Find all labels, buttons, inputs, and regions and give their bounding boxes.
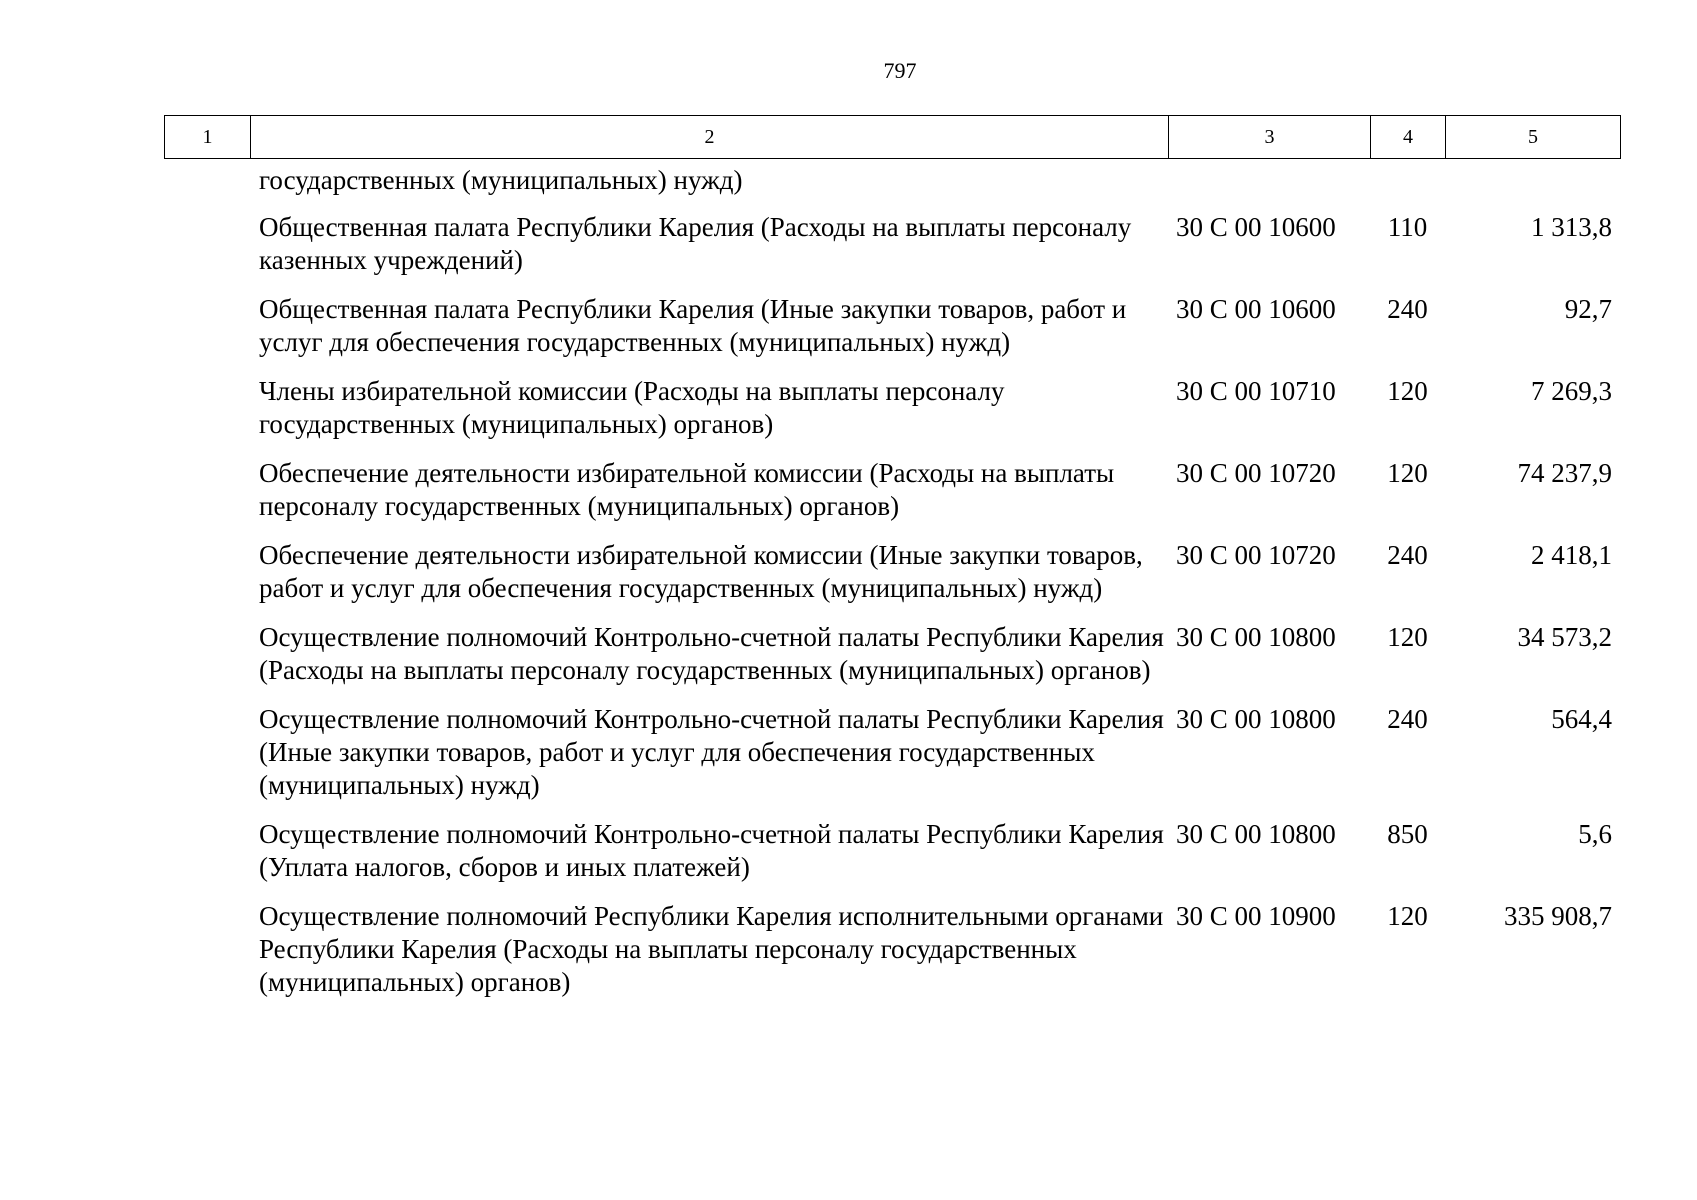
- row-name: Осуществление полномочий Республики Карелия исполнительными органами Республики Карелия (Расходы на выплаты персоналу государственных (муниципальных) органов): [259, 901, 1164, 997]
- table-row: [164, 293, 1620, 359]
- row-type: 110: [1387, 212, 1428, 242]
- table-row: [164, 457, 1620, 523]
- row-name: Осуществление полномочий Контрольно-счетной палаты Республики Карелия (Уплата налогов, сборов и иных платежей): [259, 819, 1164, 882]
- row-type: 240: [1387, 704, 1428, 734]
- row-code: 30 С 00 10600: [1176, 212, 1336, 242]
- table-row: [164, 375, 1620, 441]
- row-code: 30 С 00 10720: [1176, 540, 1336, 570]
- row-amount: 92,7: [1564, 294, 1612, 324]
- table-row: [164, 621, 1620, 687]
- column-number-header: [164, 115, 1621, 159]
- table-row: [164, 818, 1620, 884]
- row-name: государственных (муниципальных) нужд): [259, 165, 743, 195]
- row-number-cell: [164, 900, 250, 999]
- row-amount: 1 313,8: [1531, 212, 1612, 242]
- header-cell-2: 2: [251, 116, 1169, 159]
- row-name: Осуществление полномочий Контрольно-счетной палаты Республики Карелия (Иные закупки товаров, работ и услуг для обеспечения государственных (муниципальных) нужд): [259, 704, 1164, 800]
- row-code: 30 С 00 10800: [1176, 819, 1336, 849]
- row-name: Осуществление полномочий Контрольно-счетной палаты Республики Карелия (Расходы на выплаты персоналу государственных (муниципальных) органов): [259, 622, 1164, 685]
- row-name: Обеспечение деятельности избирательной комиссии (Иные закупки товаров, работ и услуг для обеспечения государственных (муниципальных) нужд): [259, 540, 1143, 603]
- row-amount: 5,6: [1578, 819, 1612, 849]
- row-code: [1168, 164, 1370, 197]
- header-cell-4: 4: [1371, 116, 1446, 159]
- row-amount: 7 269,3: [1531, 376, 1612, 406]
- row-amount: 564,4: [1551, 704, 1612, 734]
- table-row: [164, 900, 1620, 999]
- row-code: 30 С 00 10720: [1176, 458, 1336, 488]
- row-number-cell: [164, 539, 250, 605]
- row-type: 120: [1387, 901, 1428, 931]
- row-number-cell: [164, 293, 250, 359]
- table-row: [164, 539, 1620, 605]
- row-type: 240: [1387, 540, 1428, 570]
- row-amount: [1445, 164, 1620, 197]
- row-number-cell: [164, 457, 250, 523]
- row-type: 240: [1387, 294, 1428, 324]
- row-amount: 2 418,1: [1531, 540, 1612, 570]
- row-name: Обеспечение деятельности избирательной комиссии (Расходы на выплаты персоналу государственных (муниципальных) органов): [259, 458, 1115, 521]
- expenditure-table-body: [164, 164, 1620, 1015]
- row-type: 120: [1387, 622, 1428, 652]
- page-number: 797: [883, 58, 917, 83]
- row-code: 30 С 00 10710: [1176, 376, 1336, 406]
- row-number-cell: [164, 818, 250, 884]
- row-code: 30 С 00 10900: [1176, 901, 1336, 931]
- table-row: [164, 164, 1620, 197]
- row-amount: 34 573,2: [1517, 622, 1612, 652]
- header-cell-3: 3: [1169, 116, 1371, 159]
- row-number-cell: [164, 621, 250, 687]
- row-name: Члены избирательной комиссии (Расходы на выплаты персоналу государственных (муниципальных) органов): [259, 376, 1005, 439]
- table-row: [164, 211, 1620, 277]
- row-number-cell: [164, 164, 250, 197]
- row-amount: 74 237,9: [1517, 458, 1612, 488]
- row-type: 120: [1387, 376, 1428, 406]
- row-number-cell: [164, 211, 250, 277]
- table-row: [164, 703, 1620, 802]
- row-name: Общественная палата Республики Карелия (Расходы на выплаты персоналу казенных учреждений): [259, 212, 1132, 275]
- row-number-cell: [164, 375, 250, 441]
- row-type: 850: [1387, 819, 1428, 849]
- row-code: 30 С 00 10800: [1176, 622, 1336, 652]
- row-code: 30 С 00 10600: [1176, 294, 1336, 324]
- row-code: 30 С 00 10800: [1176, 704, 1336, 734]
- header-cell-5: 5: [1446, 116, 1621, 159]
- header-row: [165, 116, 1621, 159]
- row-number-cell: [164, 703, 250, 802]
- row-type: 120: [1387, 458, 1428, 488]
- row-amount: 335 908,7: [1504, 901, 1612, 931]
- row-type: [1370, 164, 1445, 197]
- row-name: Общественная палата Республики Карелия (Иные закупки товаров, работ и услуг для обеспечения государственных (муниципальных) нужд): [259, 294, 1127, 357]
- header-cell-1: 1: [165, 116, 251, 159]
